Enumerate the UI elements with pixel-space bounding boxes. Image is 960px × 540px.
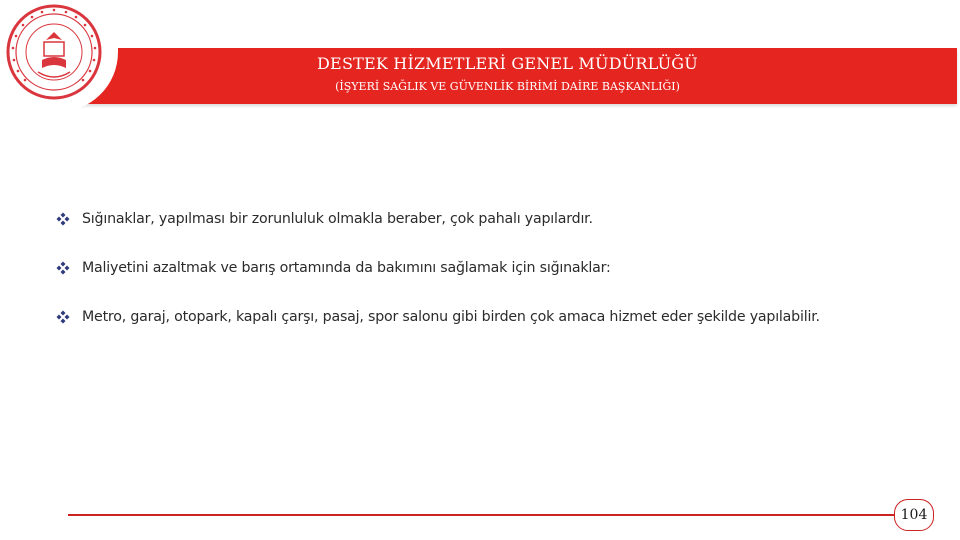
header-title: DESTEK HİZMETLERİ GENEL MÜDÜRLÜĞÜ [317,54,698,73]
diamond-bullet-icon [56,212,70,226]
diamond-bullet-icon [56,261,70,275]
header-banner [58,48,957,104]
logo-container [0,0,118,112]
bullet-item [56,256,611,280]
page-number: 104 [894,499,934,531]
footer-divider [68,514,894,516]
header-subtitle: (İŞYERİ SAĞLIK VE GÜVENLİK BİRİMİ DAİRE BAŞKANLIĞI) [335,80,680,93]
bullet-item [56,207,593,231]
bullet-text: Sığınaklar, yapılması bir zorunluluk olmakla beraber, çok pahalı yapılardır. [82,211,593,227]
bullet-item [56,305,820,329]
meb-emblem-logo [4,2,104,102]
bullet-text: Metro, garaj, otopark, kapalı çarşı, pasaj, spor salonu gibi birden çok amaca hizmet eder şekilde yapılabilir. [82,309,820,325]
diamond-bullet-icon [56,310,70,324]
bullet-text: Maliyetini azaltmak ve barış ortamında da bakımını sağlamak için sığınaklar: [82,260,611,276]
